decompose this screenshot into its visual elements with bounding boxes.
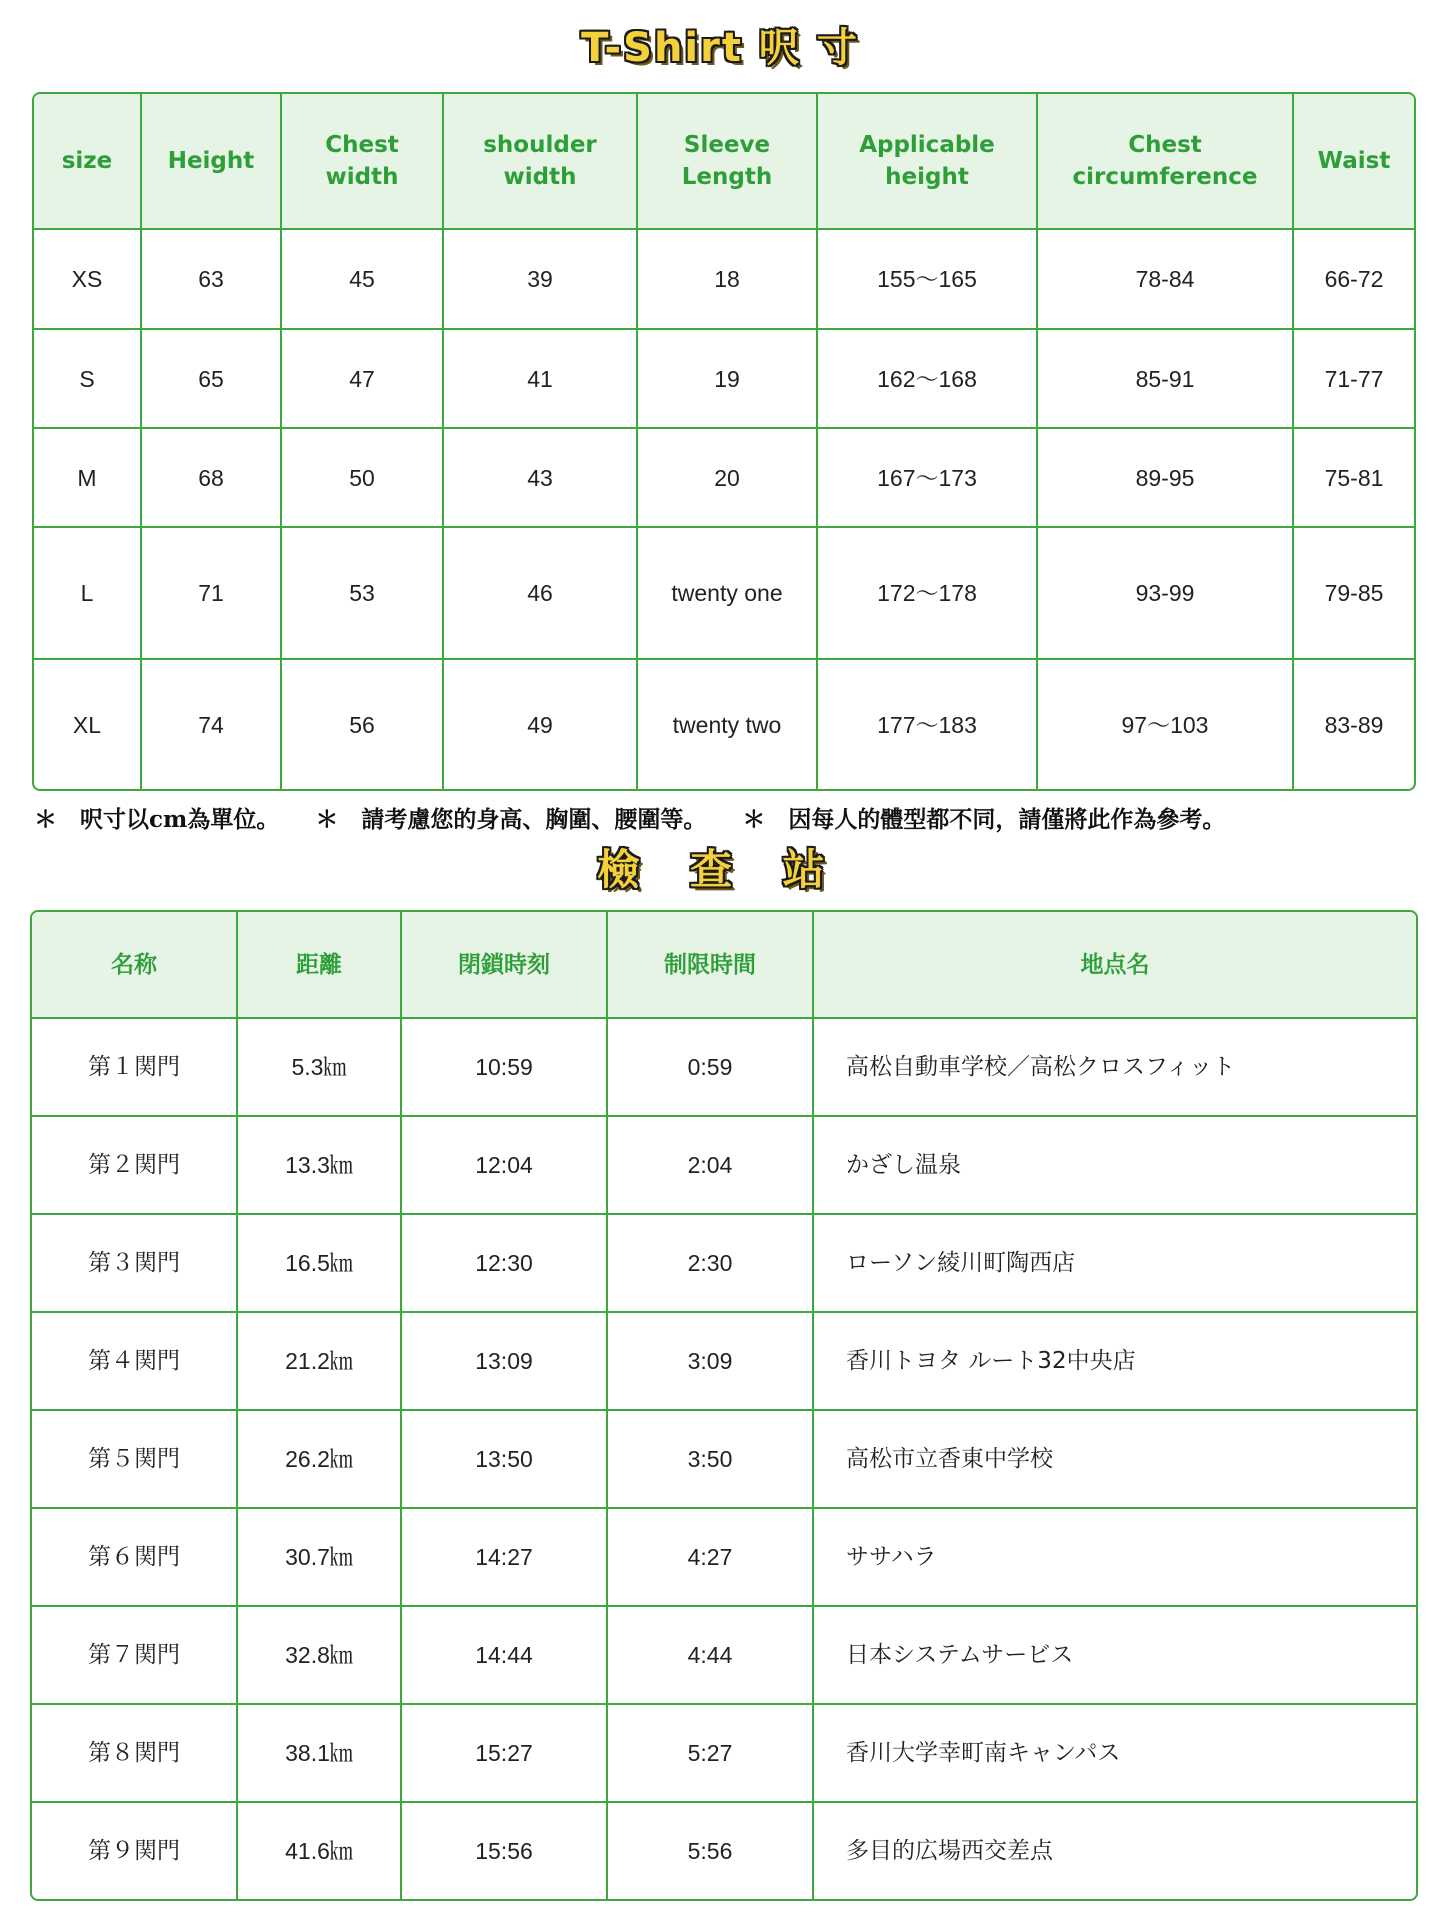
- cell-waist: 79-85: [1294, 528, 1414, 660]
- cell-distance: 30.7㎞: [238, 1509, 402, 1607]
- cell-name: 第８関門: [32, 1705, 238, 1803]
- cell-height: 63: [142, 230, 282, 330]
- cell-time-limit: 0:59: [608, 1019, 814, 1117]
- cell-waist: 83-89: [1324, 711, 1384, 738]
- note-measurements: ＊ 請考慮您的身高、胸圍、腰圍等。: [315, 806, 707, 833]
- header-location: 地点名: [814, 912, 1416, 1019]
- header-size: size: [34, 94, 142, 230]
- cell-shoulder-width: 43: [444, 429, 638, 528]
- cell-sleeve-length: 20: [638, 429, 818, 528]
- cell-sleeve-length: twenty two: [638, 660, 818, 789]
- note-reference: ＊ 因每人的體型都不同，請僅將此作為參考。: [742, 806, 1226, 833]
- cell-sleeve-length: twenty one: [638, 528, 818, 660]
- cell-applicable-height: 155～165: [818, 230, 1038, 330]
- cell-waist: 66-72: [1294, 230, 1414, 330]
- checkpoint-row: [32, 1313, 1416, 1411]
- cell-name: 第１関門: [32, 1019, 238, 1117]
- header-distance: 距離: [238, 912, 402, 1019]
- header-chest-circumference: Chest circumference: [1038, 94, 1294, 230]
- cell-closing-time: 13:50: [402, 1411, 608, 1509]
- cell-distance: 41.6㎞: [238, 1803, 402, 1899]
- cell-height: 74: [142, 660, 282, 789]
- header-waist: Waist: [1294, 94, 1414, 230]
- cell-distance: 32.8㎞: [238, 1607, 402, 1705]
- cell-size: XS: [34, 230, 142, 330]
- checkpoint-header-row: [32, 912, 1416, 1019]
- cell-closing-time: 15:27: [402, 1705, 608, 1803]
- header-name: 名称: [32, 912, 238, 1019]
- cell-size: M: [34, 429, 142, 528]
- cell-chest-circumference: 97～103: [1038, 660, 1294, 789]
- cell-location: 日本システムサービス: [814, 1607, 1416, 1705]
- cell-time-limit: 2:04: [608, 1117, 814, 1215]
- size-chart-title: T-Shirt 呎 寸: [581, 25, 859, 71]
- cell-shoulder-width: 39: [444, 230, 638, 330]
- cell-chest-width: 45: [282, 230, 444, 330]
- size-row-xs: [34, 230, 1414, 330]
- cell-time-limit: 3:09: [608, 1313, 814, 1411]
- cell-name: 第４関門: [32, 1313, 238, 1411]
- cell-waist: 75-81: [1294, 429, 1414, 528]
- header-applicable-height: Applicable height: [818, 94, 1038, 230]
- cell-location: 香川トヨタ ルート32中央店: [814, 1313, 1416, 1411]
- header-chest-width: Chest width: [282, 94, 444, 230]
- size-chart-header-row: [34, 94, 1414, 230]
- cell-time-limit: 4:44: [608, 1607, 814, 1705]
- cell-chest-circumference: 93-99: [1038, 528, 1294, 660]
- cell-applicable-height: 167～173: [818, 429, 1038, 528]
- size-row-xl: [34, 660, 1414, 789]
- cell-chest-circumference: 89-95: [1038, 429, 1294, 528]
- size-row-s: [34, 330, 1414, 429]
- cell-size: S: [34, 330, 142, 429]
- cell-name: 第３関門: [32, 1215, 238, 1313]
- cell-name: 第２関門: [32, 1117, 238, 1215]
- cell-time-limit: 3:50: [608, 1411, 814, 1509]
- checkpoint-row: [32, 1607, 1416, 1705]
- cell-location: 香川大学幸町南キャンパス: [814, 1705, 1416, 1803]
- size-chart-table: [32, 92, 1416, 791]
- cell-chest-width: 56: [282, 660, 444, 789]
- cell-waist: 71-77: [1294, 330, 1414, 429]
- cell-applicable-height: 172～178: [818, 528, 1038, 660]
- cell-chest-width: 50: [282, 429, 444, 528]
- checkpoint-row: [32, 1411, 1416, 1509]
- cell-distance: 26.2㎞: [238, 1411, 402, 1509]
- cell-closing-time: 12:04: [402, 1117, 608, 1215]
- cell-closing-time: 12:30: [402, 1215, 608, 1313]
- cell-applicable-height: 177～183: [818, 660, 1038, 789]
- cell-location: ローソン綾川町陶西店: [814, 1215, 1416, 1313]
- cell-size: XL: [34, 660, 142, 789]
- cell-chest-circumference: 85-91: [1038, 330, 1294, 429]
- checkpoint-row: [32, 1803, 1416, 1899]
- cell-time-limit: 2:30: [608, 1215, 814, 1313]
- size-row-m: [34, 429, 1414, 528]
- cell-location: ササハラ: [814, 1509, 1416, 1607]
- header-closing-time: 閉鎖時刻: [402, 912, 608, 1019]
- cell-name: 第６関門: [32, 1509, 238, 1607]
- cell-closing-time: 15:56: [402, 1803, 608, 1899]
- checkpoint-row: [32, 1019, 1416, 1117]
- cell-closing-time: 14:27: [402, 1509, 608, 1607]
- cell-name: 第５関門: [32, 1411, 238, 1509]
- cell-closing-time: 13:09: [402, 1313, 608, 1411]
- cell-closing-time: 14:44: [402, 1607, 608, 1705]
- checkpoint-title: 檢 查 站: [597, 845, 843, 894]
- size-notes: [34, 800, 1414, 840]
- cell-applicable-height: 162～168: [818, 330, 1038, 429]
- cell-time-limit: 5:56: [608, 1803, 814, 1899]
- cell-chest-circumference: 78-84: [1038, 230, 1294, 330]
- note-unit: ＊ 呎寸以cm為單位。: [34, 806, 280, 833]
- cell-height: 71: [142, 528, 282, 660]
- cell-distance: 5.3㎞: [238, 1019, 402, 1117]
- cell-name: 第７関門: [32, 1607, 238, 1705]
- cell-time-limit: 4:27: [608, 1509, 814, 1607]
- cell-distance: 13.3㎞: [238, 1117, 402, 1215]
- cell-distance: 21.2㎞: [238, 1313, 402, 1411]
- checkpoint-row: [32, 1215, 1416, 1313]
- checkpoint-table: [30, 910, 1418, 1901]
- cell-sleeve-length: 19: [638, 330, 818, 429]
- size-row-l: [34, 528, 1414, 660]
- cell-time-limit: 5:27: [608, 1705, 814, 1803]
- header-shoulder-width: shoulder width: [444, 94, 638, 230]
- cell-sleeve-length: 18: [638, 230, 818, 330]
- header-height: Height: [142, 94, 282, 230]
- cell-location: 高松市立香東中学校: [814, 1411, 1416, 1509]
- cell-shoulder-width: 46: [444, 528, 638, 660]
- cell-closing-time: 10:59: [402, 1019, 608, 1117]
- cell-chest-width: 47: [282, 330, 444, 429]
- cell-distance: 16.5㎞: [238, 1215, 402, 1313]
- cell-height: 68: [142, 429, 282, 528]
- cell-location: 高松自動車学校／高松クロスフィット: [814, 1019, 1416, 1117]
- checkpoint-row: [32, 1117, 1416, 1215]
- cell-name: 第９関門: [32, 1803, 238, 1899]
- cell-location: 多目的広場西交差点: [846, 1838, 1053, 1864]
- cell-chest-width: 53: [282, 528, 444, 660]
- cell-distance: 38.1㎞: [238, 1705, 402, 1803]
- cell-shoulder-width: 41: [444, 330, 638, 429]
- header-sleeve-length: Sleeve Length: [638, 94, 818, 230]
- checkpoint-row: [32, 1509, 1416, 1607]
- cell-location: かざし温泉: [814, 1117, 1416, 1215]
- cell-shoulder-width: 49: [444, 660, 638, 789]
- checkpoint-row: [32, 1705, 1416, 1803]
- cell-size: L: [34, 528, 142, 660]
- header-time-limit: 制限時間: [608, 912, 814, 1019]
- cell-height: 65: [142, 330, 282, 429]
